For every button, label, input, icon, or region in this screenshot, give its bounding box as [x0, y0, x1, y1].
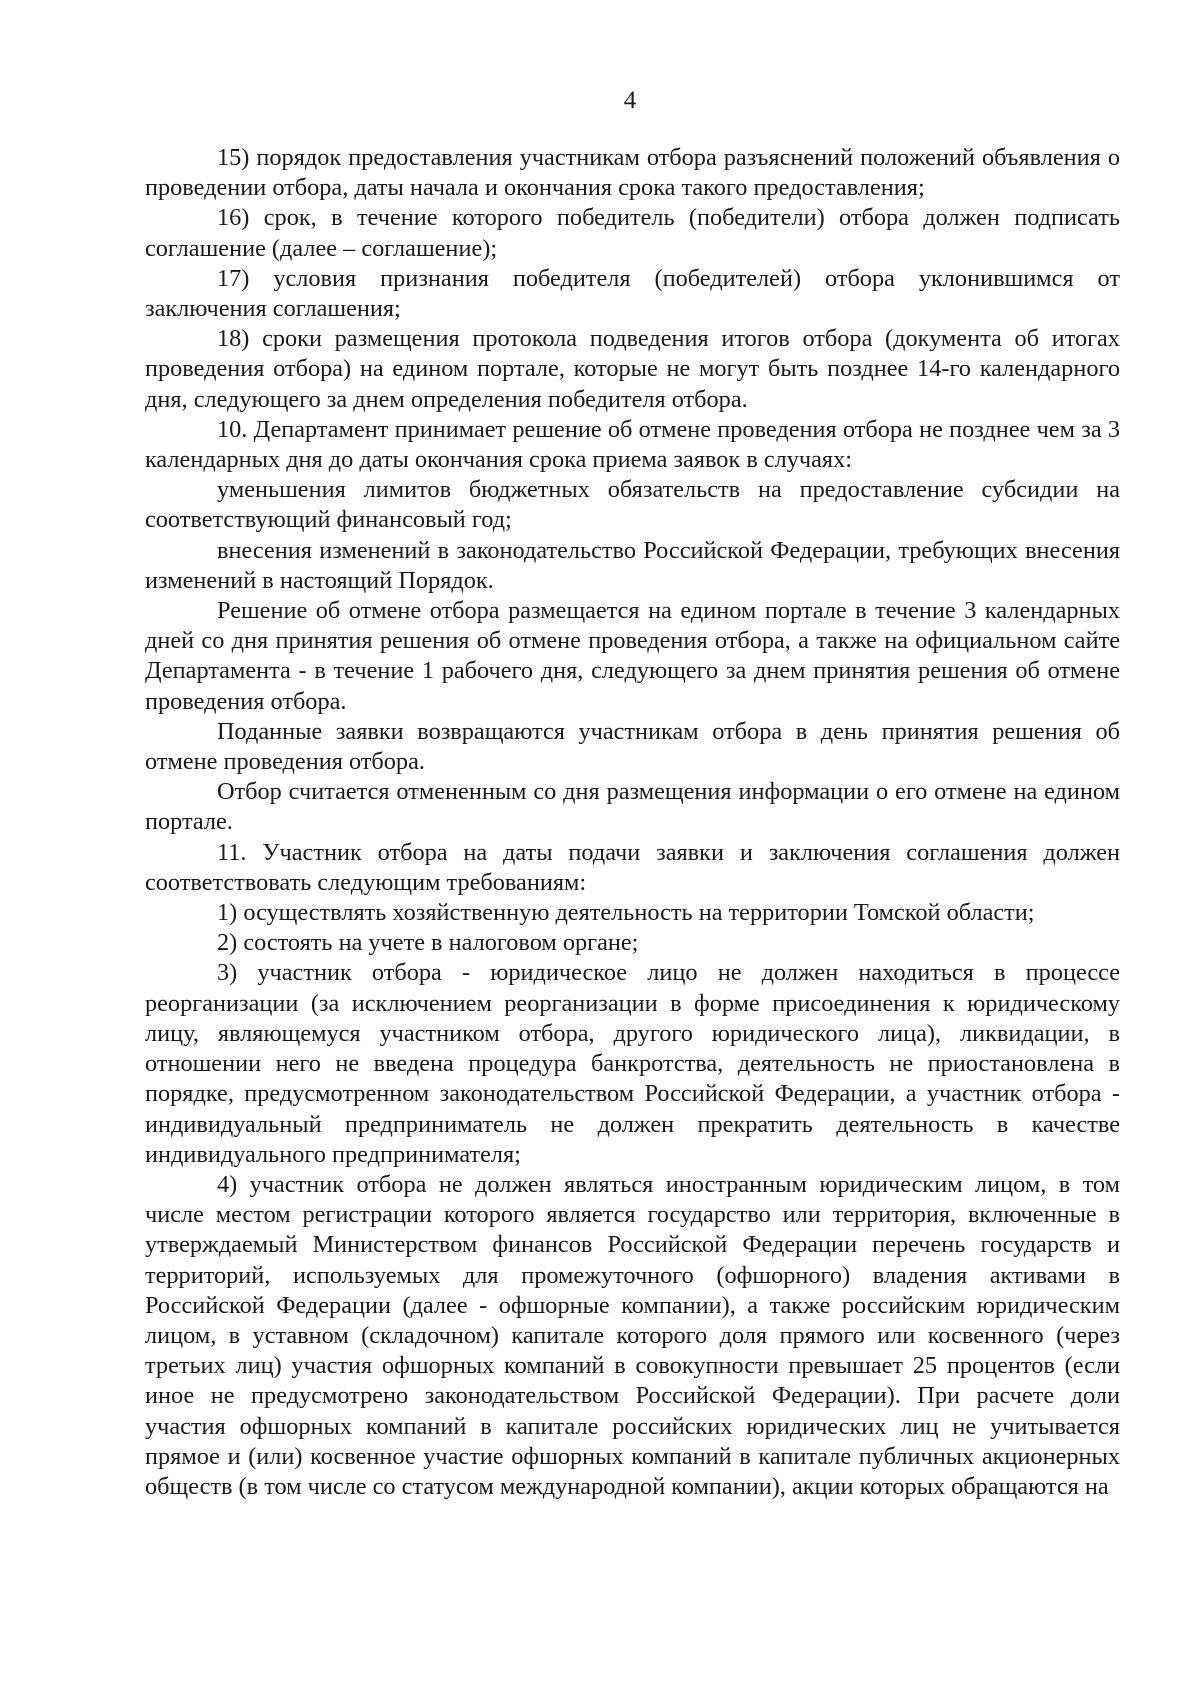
- paragraph-cancellation-publication: Решение об отмене отбора размещается на едином портале в течение 3 календарных дней со дня принятия решения об отмене проведения отбора, а также на официальном сайте Департамента - в течение 1 рабочего дня, следующего за днем принятия решения об отмене проведения отбора.: [145, 597, 1120, 715]
- paragraph-16: 16) срок, в течение которого победитель (победители) отбора должен подписать соглашение (далее – соглашение);: [145, 204, 1120, 262]
- paragraph-17: 17) условия признания победителя (победителей) отбора уклонившимся от заключения соглашения;: [145, 264, 1120, 323]
- paragraph-11-item-3: 3) участник отбора - юридическое лицо не должен находиться в процессе реорганизации (за исключением реорганизации в форме присоединения к юридическому лицу, являющемуся участником отбора, другого юридического лица), ликвидации, в отношении него не введена процедура банкротства, деятельность не приостановлена в порядке, предусмотренном законодательством Российской Федерации, а участник отбора - индивидуальный предприниматель не должен прекратить деятельность в качестве индивидуального предпринимателя;: [145, 959, 1120, 1168]
- paragraph-10: 10. Департамент принимает решение об отмене проведения отбора не позднее чем за 3 календарных дня до даты окончания срока приема заявок в случаях:: [145, 415, 1120, 474]
- paragraph-11: 11. Участник отбора на даты подачи заявки и заключения соглашения должен соответствовать следующим требованиям:: [145, 838, 1120, 896]
- page-number: 4: [623, 87, 637, 114]
- document-body: [145, 143, 1120, 1502]
- paragraph-11-item-1: 1) осуществлять хозяйственную деятельность на территории Томской области;: [217, 899, 1035, 927]
- paragraph-18: 18) сроки размещения протокола подведения итогов отбора (документа об итогах проведения отбора) на едином портале, которые не могут быть позднее 14-го календарного дня, следующего за днем определения победителя отбора.: [145, 325, 1120, 413]
- paragraph-applications-returned: Поданные заявки возвращаются участникам отбора в день принятия решения об отмене проведения отбора.: [145, 717, 1120, 776]
- paragraph-11-item-2: 2) состоять на учете в налоговом органе;: [217, 929, 639, 957]
- paragraph-11-item-4: 4) участник отбора не должен являться иностранным юридическим лицом, в том числе местом регистрации которого является государство или территория, включенные в утверждаемый Министерством финансов Российской Федерации перечень государств и территорий, используемых для промежуточного (офшорного) владения активами в Российской Федерации (далее - офшорные компании), а также российским юридическим лицом, в уставном (складочном) капитале которого доля прямого или косвенного (через третьих лиц) участия офшорных компаний в совокупности превышает 25 процентов (если иное не предусмотрено законодательством Российской Федерации). При расчете доли участия офшорных компаний в капитале российских юридических лиц не учитывается прямое и (или) косвенное участие офшорных компаний в капитале публичных акционерных обществ (в том числе со статусом международной компании), акции которых обращаются на: [145, 1170, 1120, 1500]
- paragraph-selection-cancelled: Отбор считается отмененным со дня размещения информации о его отмене на едином портале.: [145, 778, 1120, 836]
- paragraph-10-case-legislation: внесения изменений в законодательство Российской Федерации, требующих внесения изменений в настоящий Порядок.: [145, 536, 1120, 594]
- paragraph-10-case-limits: уменьшения лимитов бюджетных обязательств на предоставление субсидии на соответствующий финансовый год;: [145, 476, 1120, 534]
- paragraph-15: 15) порядок предоставления участникам отбора разъяснений положений объявления о проведении отбора, даты начала и окончания срока такого предоставления;: [145, 144, 1120, 202]
